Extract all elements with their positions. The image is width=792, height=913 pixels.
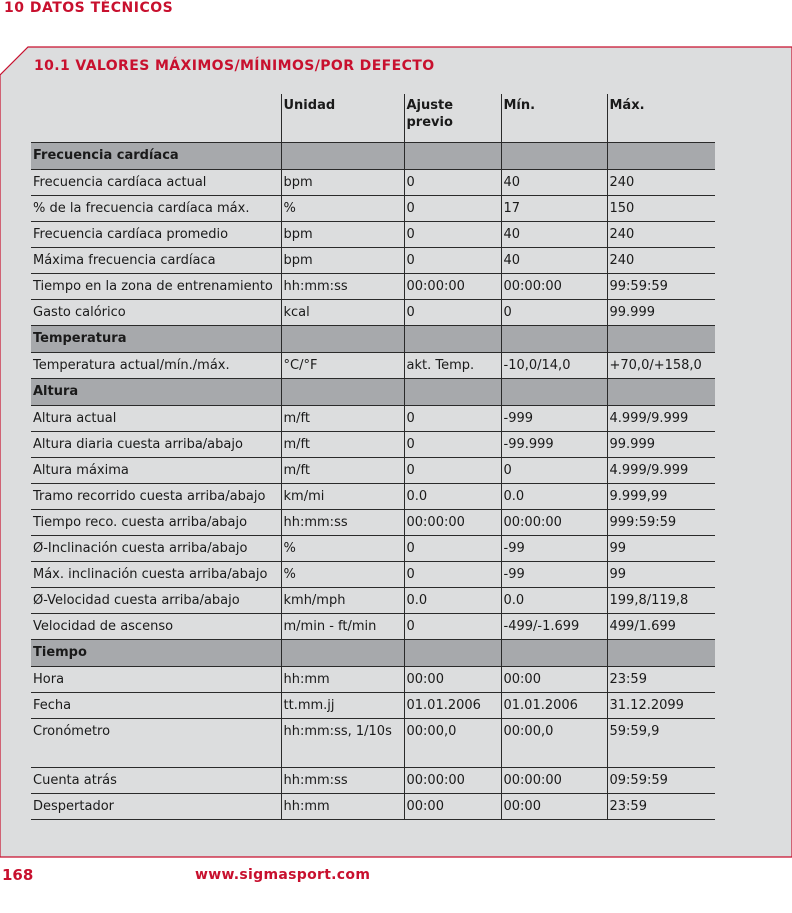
table-cell: 9.999,99: [607, 484, 715, 510]
category-cell: [281, 326, 404, 353]
table-row: [31, 693, 715, 719]
table-row: [31, 794, 715, 820]
table-cell: 00:00,0: [501, 719, 607, 768]
table-cell: hh:mm: [281, 667, 404, 693]
table-cell: Frecuencia cardíaca promedio: [31, 222, 281, 248]
table-cell: %: [281, 536, 404, 562]
table-cell: 0: [404, 406, 501, 432]
table-row: [31, 406, 715, 432]
table-cell: %: [281, 562, 404, 588]
table-cell: 0.0: [501, 484, 607, 510]
table-cell: 00:00: [501, 794, 607, 820]
category-cell: [607, 143, 715, 170]
table-cell: 09:59:59: [607, 768, 715, 794]
category-cell: [501, 143, 607, 170]
table-cell: bpm: [281, 222, 404, 248]
table-row: [31, 510, 715, 536]
table-cell: 23:59: [607, 667, 715, 693]
table-cell: -999: [501, 406, 607, 432]
table-cell: Frecuencia cardíaca actual: [31, 170, 281, 196]
table-cell: 0.0: [501, 588, 607, 614]
category-cell: [501, 640, 607, 667]
table-cell: -10,0/14,0: [501, 353, 607, 379]
table-cell: m/ft: [281, 458, 404, 484]
category-label: Frecuencia cardíaca: [31, 143, 281, 170]
section-title: 10.1 VALORES MÁXIMOS/MÍNIMOS/POR DEFECTO: [34, 58, 435, 74]
table-cell: 0: [404, 536, 501, 562]
category-cell: [607, 379, 715, 406]
category-cell: [281, 379, 404, 406]
table-cell: kmh/mph: [281, 588, 404, 614]
table-cell: hh:mm:ss: [281, 510, 404, 536]
table-category-row: [31, 379, 715, 406]
table-row: [31, 432, 715, 458]
footer-url: www.sigmasport.com: [195, 867, 371, 883]
table-cell: 240: [607, 222, 715, 248]
table-row: [31, 458, 715, 484]
category-cell: [404, 326, 501, 353]
category-cell: [281, 640, 404, 667]
category-label: Altura: [31, 379, 281, 406]
table-cell: °C/°F: [281, 353, 404, 379]
table-row: [31, 562, 715, 588]
table-cell: 00:00,0: [404, 719, 501, 768]
table-row: [31, 536, 715, 562]
column-header: [31, 94, 281, 143]
table-row: [31, 300, 715, 326]
table-cell: 99:59:59: [607, 274, 715, 300]
table-cell: 40: [501, 170, 607, 196]
table-cell: Altura máxima: [31, 458, 281, 484]
table-cell: 59:59,9: [607, 719, 715, 768]
table-cell: km/mi: [281, 484, 404, 510]
table-cell: 99.999: [607, 432, 715, 458]
table-cell: m/ft: [281, 406, 404, 432]
table-cell: Hora: [31, 667, 281, 693]
table-cell: Despertador: [31, 794, 281, 820]
table-cell: Tiempo reco. cuesta arriba/abajo: [31, 510, 281, 536]
table-row: [31, 614, 715, 640]
table-cell: 0: [404, 196, 501, 222]
table-cell: kcal: [281, 300, 404, 326]
table-cell: 199,8/119,8: [607, 588, 715, 614]
column-header: Unidad: [281, 94, 404, 143]
table-cell: 0.0: [404, 484, 501, 510]
table-cell: 499/1.699: [607, 614, 715, 640]
table-cell: m/ft: [281, 432, 404, 458]
column-header: Máx.: [607, 94, 715, 143]
table-cell: +70,0/+158,0: [607, 353, 715, 379]
table-row: [31, 222, 715, 248]
table-header-row: [31, 94, 715, 143]
table-cell: 4.999/9.999: [607, 458, 715, 484]
category-label: Tiempo: [31, 640, 281, 667]
table-row: [31, 667, 715, 693]
table-cell: Tiempo en la zona de entrenamiento: [31, 274, 281, 300]
table-category-row: [31, 326, 715, 353]
table-cell: 0: [501, 300, 607, 326]
table-cell: 00:00:00: [501, 768, 607, 794]
table-row: [31, 588, 715, 614]
category-cell: [501, 379, 607, 406]
table-row: [31, 768, 715, 794]
table-cell: 240: [607, 170, 715, 196]
table-cell: 40: [501, 222, 607, 248]
table-cell: 99: [607, 562, 715, 588]
table-row: [31, 248, 715, 274]
table-cell: 0: [404, 300, 501, 326]
table-cell: 4.999/9.999: [607, 406, 715, 432]
table-cell: 0: [404, 562, 501, 588]
table-cell: 00:00:00: [501, 274, 607, 300]
table-cell: 17: [501, 196, 607, 222]
table-cell: Altura actual: [31, 406, 281, 432]
table-cell: Ø-Inclinación cuesta arriba/abajo: [31, 536, 281, 562]
table-cell: 00:00:00: [404, 274, 501, 300]
table-cell: Temperatura actual/mín./máx.: [31, 353, 281, 379]
table-cell: 240: [607, 248, 715, 274]
table-cell: 999:59:59: [607, 510, 715, 536]
table-cell: %: [281, 196, 404, 222]
table-row: [31, 353, 715, 379]
table-cell: 99: [607, 536, 715, 562]
table-row: [31, 170, 715, 196]
table-cell: Velocidad de ascenso: [31, 614, 281, 640]
table-cell: 00:00: [501, 667, 607, 693]
table-cell: hh:mm:ss: [281, 274, 404, 300]
table-cell: Cronómetro: [31, 719, 281, 768]
table-cell: Cuenta atrás: [31, 768, 281, 794]
table-cell: -99: [501, 562, 607, 588]
table-cell: 01.01.2006: [404, 693, 501, 719]
table-cell: 00:00:00: [501, 510, 607, 536]
table-row: [31, 484, 715, 510]
table-row: [31, 274, 715, 300]
table-cell: % de la frecuencia cardíaca máx.: [31, 196, 281, 222]
chapter-title: 10 DATOS TÉCNICOS: [4, 0, 174, 16]
table-category-row: [31, 143, 715, 170]
table-cell: Ø-Velocidad cuesta arriba/abajo: [31, 588, 281, 614]
table-cell: Máxima frecuencia cardíaca: [31, 248, 281, 274]
category-cell: [404, 143, 501, 170]
column-header: Mín.: [501, 94, 607, 143]
table-cell: 0: [404, 170, 501, 196]
category-label: Temperatura: [31, 326, 281, 353]
table-cell: hh:mm:ss, 1/10s: [281, 719, 404, 768]
table-cell: Gasto calórico: [31, 300, 281, 326]
table-category-row: [31, 640, 715, 667]
table-cell: 0: [404, 248, 501, 274]
table-cell: 00:00:00: [404, 768, 501, 794]
category-cell: [281, 143, 404, 170]
category-cell: [501, 326, 607, 353]
table-cell: 0: [404, 458, 501, 484]
table-row: [31, 719, 715, 768]
table-cell: 31.12.2099: [607, 693, 715, 719]
table-cell: 00:00:00: [404, 510, 501, 536]
table-cell: -499/-1.699: [501, 614, 607, 640]
table-cell: -99: [501, 536, 607, 562]
table-cell: 00:00: [404, 667, 501, 693]
table-cell: 0.0: [404, 588, 501, 614]
table-cell: 0: [404, 614, 501, 640]
table-cell: hh:mm:ss: [281, 768, 404, 794]
category-cell: [607, 326, 715, 353]
table-cell: 99.999: [607, 300, 715, 326]
table-cell: 23:59: [607, 794, 715, 820]
table-cell: 00:00: [404, 794, 501, 820]
category-cell: [607, 640, 715, 667]
table-cell: hh:mm: [281, 794, 404, 820]
table-cell: 01.01.2006: [501, 693, 607, 719]
table-cell: 0: [501, 458, 607, 484]
table-cell: Altura diaria cuesta arriba/abajo: [31, 432, 281, 458]
page-number: 168: [2, 866, 34, 884]
table-cell: tt.mm.jj: [281, 693, 404, 719]
table-cell: bpm: [281, 248, 404, 274]
column-header: Ajuste previo: [404, 94, 501, 143]
table-cell: 40: [501, 248, 607, 274]
table-cell: Máx. inclinación cuesta arriba/abajo: [31, 562, 281, 588]
table-row: [31, 196, 715, 222]
table-cell: -99.999: [501, 432, 607, 458]
technical-data-table: [31, 94, 715, 820]
table-cell: Tramo recorrido cuesta arriba/abajo: [31, 484, 281, 510]
table-cell: 150: [607, 196, 715, 222]
table-cell: m/min - ft/min: [281, 614, 404, 640]
category-cell: [404, 640, 501, 667]
category-cell: [404, 379, 501, 406]
table-cell: akt. Temp.: [404, 353, 501, 379]
table-cell: 0: [404, 222, 501, 248]
table-cell: 0: [404, 432, 501, 458]
table-cell: Fecha: [31, 693, 281, 719]
table-cell: bpm: [281, 170, 404, 196]
